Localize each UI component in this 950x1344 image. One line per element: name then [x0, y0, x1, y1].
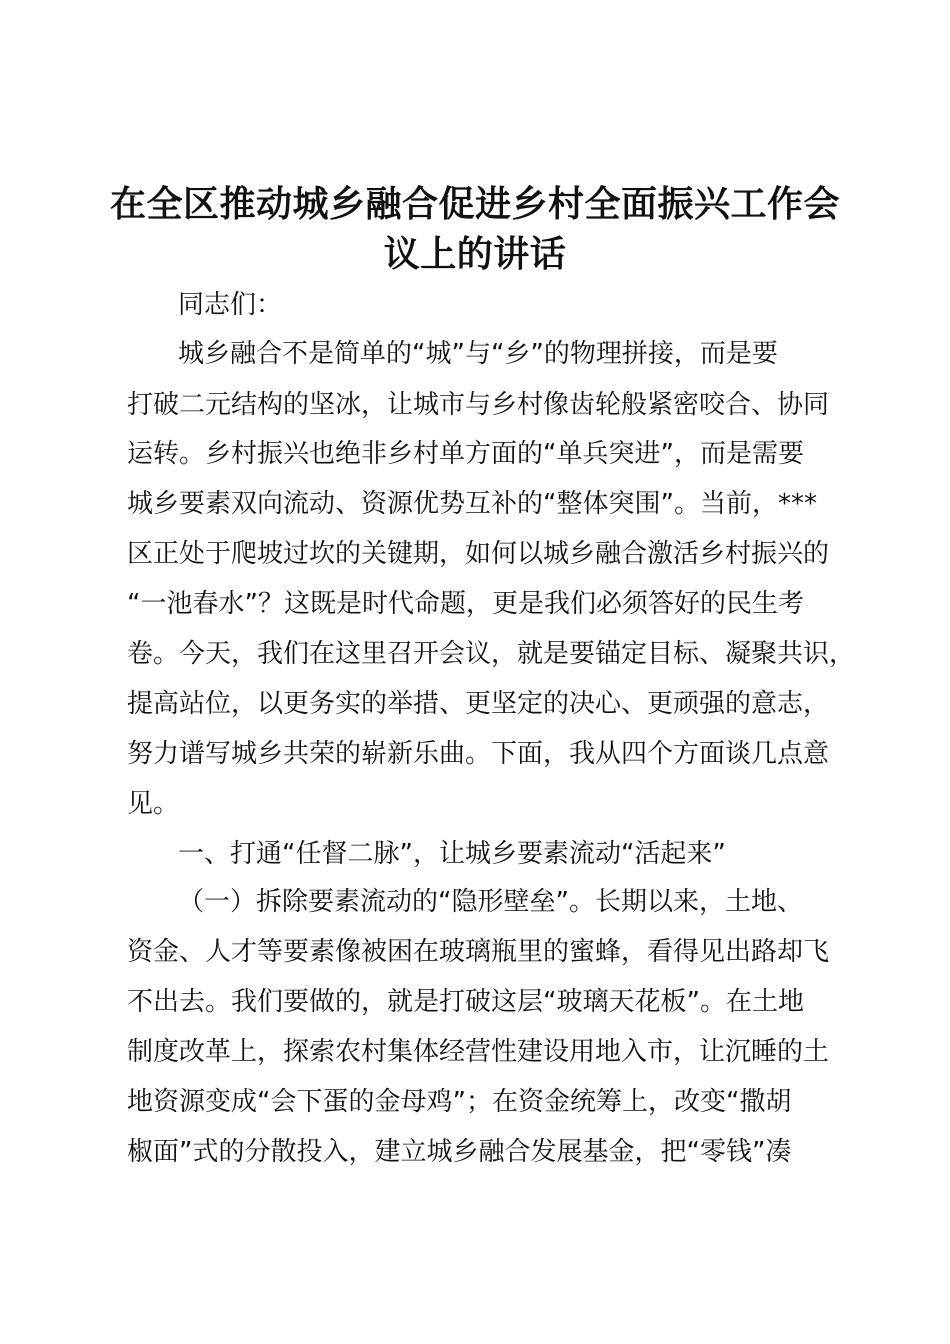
salutation: 同志们： — [178, 290, 283, 320]
body-line: 提高站位，以更务实的举措、更坚定的决心、更顽强的意志， — [127, 689, 830, 719]
body-line: 运转。乡村振兴也绝非乡村单方面的“单兵突进”，而是需要 — [127, 439, 804, 469]
body-line: （一）拆除要素流动的“隐形壁垒”。长期以来，土地、 — [178, 887, 803, 917]
body-line: 椒面”式的分散投入，建立城乡融合发展基金，把“零钱”凑 — [127, 1137, 792, 1167]
body-line: 制度改革上，探索农村集体经营性建设用地入市，让沉睡的土 — [127, 1037, 830, 1067]
document-title-line-2: 议上的讲话 — [383, 234, 567, 275]
body-line: 见。 — [127, 789, 180, 819]
body-line: 卷。今天，我们在这里召开会议，就是要锚定目标、凝聚共识， — [127, 639, 856, 669]
document-title-line-1: 在全区推动城乡融合促进乡村全面振兴工作会 — [110, 184, 841, 225]
body-line: 地资源变成“会下蛋的金母鸡”；在资金统筹上，改变“撒胡 — [127, 1087, 792, 1117]
body-line: 不出去。我们要做的，就是打破这层“玻璃天花板”。在土地 — [127, 987, 804, 1017]
body-line: 资金、人才等要素像被困在玻璃瓶里的蜜蜂，看得见出路却飞 — [127, 937, 830, 967]
body-line: 城乡要素双向流动、资源优势互补的“整体突围”。当前，*** — [127, 489, 817, 519]
body-line: “一池春水”？这既是时代命题，更是我们必须答好的民生考 — [127, 589, 804, 619]
section-heading: 一、打通“任督二脉”，让城乡要素流动“活起来” — [178, 839, 726, 869]
body-line: 努力谱写城乡共荣的崭新乐曲。下面，我从四个方面谈几点意 — [127, 739, 830, 769]
body-line: 区正处于爬坡过坎的关键期，如何以城乡融合激活乡村振兴的 — [127, 539, 830, 569]
body-line: 打破二元结构的坚冰，让城市与乡村像齿轮般紧密咬合、协同 — [127, 390, 830, 420]
body-line: 城乡融合不是简单的“城”与“乡”的物理拼接，而是要 — [178, 339, 778, 369]
